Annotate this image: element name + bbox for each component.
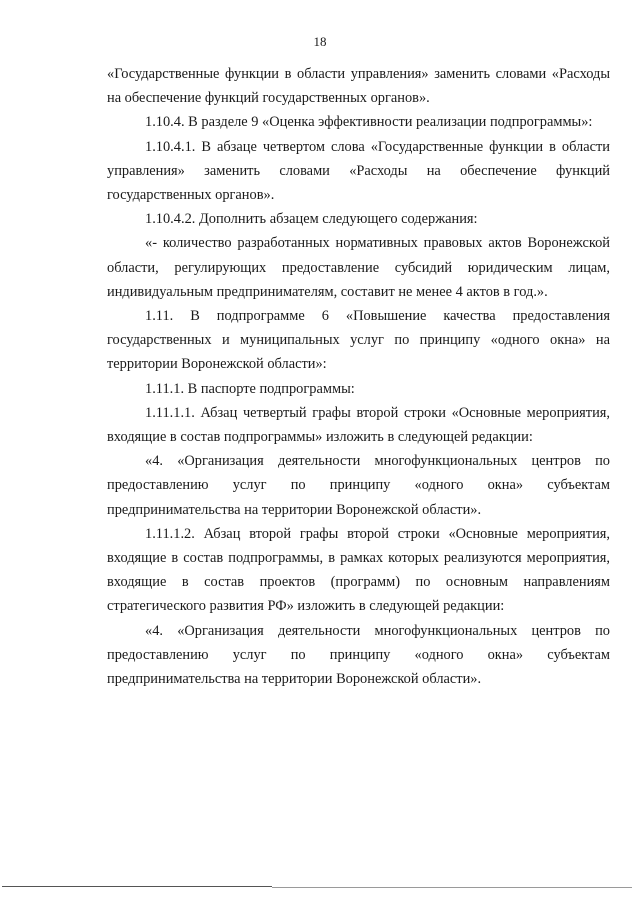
scan-edge-line [272, 887, 632, 888]
paragraph: «4. «Организация деятельности многофункциональных центров по предоставлению услуг по принципу «одного окна» субъектам предпринимательства на территории Воронежской области». [107, 622, 610, 688]
paragraph: 1.11.1.1. Абзац четвертый графы второй строки «Основные мероприятия, входящие в состав подпрограммы» изложить в следующей редакции: [107, 404, 610, 446]
paragraph: 1.11.1.2. Абзац второй графы второй строки «Основные мероприятия, входящие в состав подпрограммы, в рамках которых реализуются мероприятия, входящие в состав проектов (программ) по основным направлениям стратегического развития РФ» изложить в следующей редакции: [107, 525, 610, 615]
scan-edge-line [2, 886, 272, 887]
paragraph: 1.10.4.1. В абзаце четвертом слова «Государственные функции в области управления» заменить словами «Расходы на обеспечение функций государственных органов». [107, 138, 610, 204]
paragraph: 1.11. В подпрограмме 6 «Повышение качества предоставления государственных и муниципальных услуг по принципу «одного окна» на территории Воронежской области»: [107, 308, 610, 373]
paragraph: «- количество разработанных нормативных правовых актов Воронежской области, регулирующих предоставление субсидий юридическим лицам, индивидуальным предпринимателям, составит не менее 4 актов в год.». [107, 235, 610, 300]
paragraph: 1.10.4.2. Дополнить абзацем следующего содержания: [145, 211, 478, 228]
page-number: 18 [313, 34, 327, 49]
document-body [107, 62, 610, 691]
paragraph: 1.10.4. В разделе 9 «Оценка эффективности реализации подпрограммы»: [145, 114, 593, 131]
paragraph: 1.11.1. В паспорте подпрограммы: [145, 380, 355, 397]
paragraph: «4. «Организация деятельности многофункциональных центров по предоставлению услуг по принципу «одного окна» субъектам предпринимательства на территории Воронежской области». [107, 453, 610, 518]
paragraph: «Государственные функции в области управления» заменить словами «Расходы на обеспечение функций государственных органов». [107, 66, 610, 107]
